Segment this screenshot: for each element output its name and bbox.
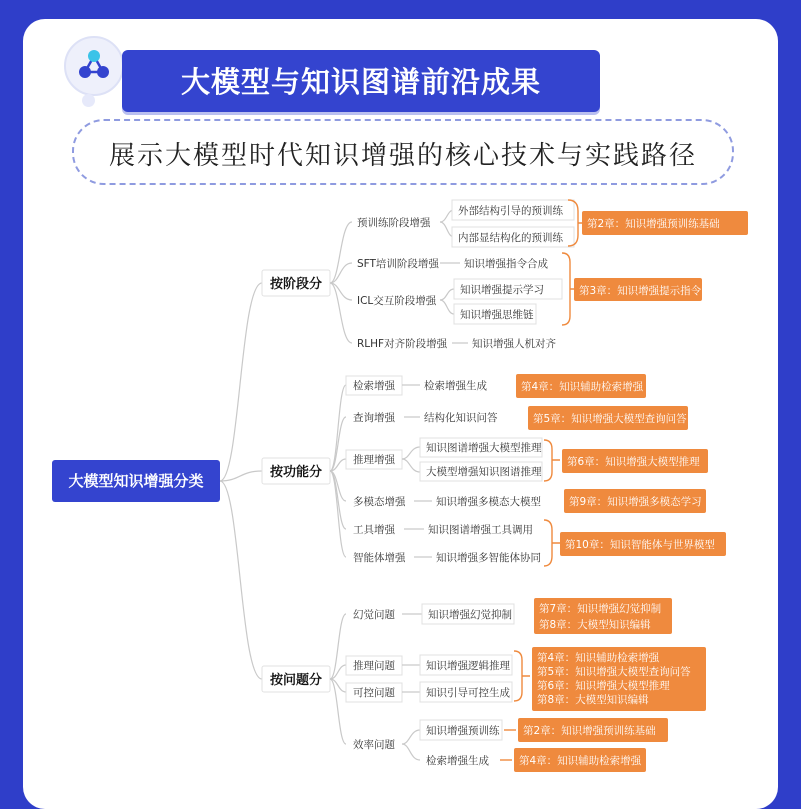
page-subtitle: 展示大模型时代知识增强的核心技术与实践路径 [108, 141, 697, 171]
chapter-label: 第10章：知识智能体与世界模型 [565, 539, 715, 551]
function-item: 工具增强 [353, 524, 395, 536]
problem-subitem: 检索增强生成 [426, 755, 489, 767]
chapter-label: 第8章：大模型知识编辑 [537, 694, 649, 706]
stage-item: SFT培训阶段增强 [357, 258, 439, 270]
function-subitem: 知识图谱增强工具调用 [428, 524, 533, 536]
stage-item: ICL交互阶段增强 [357, 295, 437, 307]
stage-item: 预训练阶段增强 [357, 217, 431, 229]
stage-subitem: 知识增强提示学习 [460, 284, 544, 296]
bracket [544, 440, 560, 481]
stage-subitem: 外部结构引导的预训练 [458, 205, 563, 217]
problem-item: 推理问题 [353, 660, 395, 672]
problem-item: 幻觉问题 [353, 609, 395, 621]
stage-subitem: 内部显结构化的预训练 [458, 232, 563, 244]
bracket [514, 651, 530, 701]
function-subitem: 结构化知识问答 [424, 412, 498, 424]
root-node: 大模型知识增强分类 [68, 472, 204, 490]
function-subitem: 大模型增强知识图谱推理 [426, 466, 542, 478]
stage-subitem: 知识增强人机对齐 [472, 338, 556, 350]
chapter-label: 第5章：知识增强大模型查询问答 [533, 413, 687, 425]
link-root-stage [220, 283, 262, 481]
stage-subitem: 知识增强指令合成 [464, 258, 548, 270]
link [402, 744, 420, 760]
problem-item: 效率问题 [353, 739, 395, 751]
problem-subitem: 知识增强逻辑推理 [426, 660, 510, 672]
category-stage: 按阶段分 [269, 277, 323, 292]
link [330, 385, 346, 471]
chapter-label: 第4章：知识辅助检索增强 [521, 381, 644, 393]
function-subitem: 知识增强多智能体协同 [436, 552, 541, 564]
chapter-label: 第3章：知识增强提示指令 [579, 285, 702, 297]
link-root-problem [220, 481, 262, 679]
function-item: 多模态增强 [353, 496, 406, 508]
chapter-label: 第8章：大模型知识编辑 [539, 619, 651, 631]
bracket [544, 520, 560, 566]
link [330, 222, 352, 283]
link [440, 300, 454, 314]
stage-subitem: 知识增强思维链 [460, 309, 534, 321]
link [402, 730, 420, 744]
chapter-label: 第6章：知识增强大模型推理 [567, 456, 700, 468]
link [330, 614, 346, 679]
link [402, 459, 420, 472]
chapter-label: 第2章：知识增强预训练基础 [587, 218, 720, 230]
chapter-label: 第9章：知识增强多模态学习 [569, 496, 702, 508]
link [330, 679, 346, 744]
category-function: 按功能分 [269, 465, 323, 480]
problem-item: 可控问题 [353, 687, 395, 699]
problem-subitem: 知识引导可控生成 [426, 687, 510, 699]
chapter-label: 第2章：知识增强预训练基础 [523, 725, 656, 737]
function-subitem: 知识图谱增强大模型推理 [426, 442, 542, 454]
function-item: 推理增强 [353, 454, 395, 466]
chapter-label: 第7章：知识增强幻觉抑制 [539, 603, 662, 615]
function-subitem: 检索增强生成 [424, 380, 487, 392]
function-item: 智能体增强 [353, 552, 406, 564]
chapter-label: 第4章：知识辅助检索增强 [537, 652, 660, 664]
problem-subitem: 知识增强预训练 [426, 725, 500, 737]
function-item: 查询增强 [353, 412, 395, 424]
chapter-label: 第6章：知识增强大模型推理 [537, 680, 670, 692]
chapter-label: 第5章：知识增强大模型查询问答 [537, 666, 691, 678]
link [440, 289, 454, 300]
page-title: 大模型与知识图谱前沿成果 [180, 65, 541, 99]
category-problem: 按问题分 [269, 673, 323, 688]
function-item: 检索增强 [353, 380, 395, 392]
function-subitem: 知识增强多模态大模型 [436, 496, 541, 508]
stage-item: RLHF对齐阶段增强 [357, 338, 448, 350]
link [402, 447, 420, 459]
problem-subitem: 知识增强幻觉抑制 [428, 609, 512, 621]
chapter-label: 第4章：知识辅助检索增强 [519, 755, 642, 767]
